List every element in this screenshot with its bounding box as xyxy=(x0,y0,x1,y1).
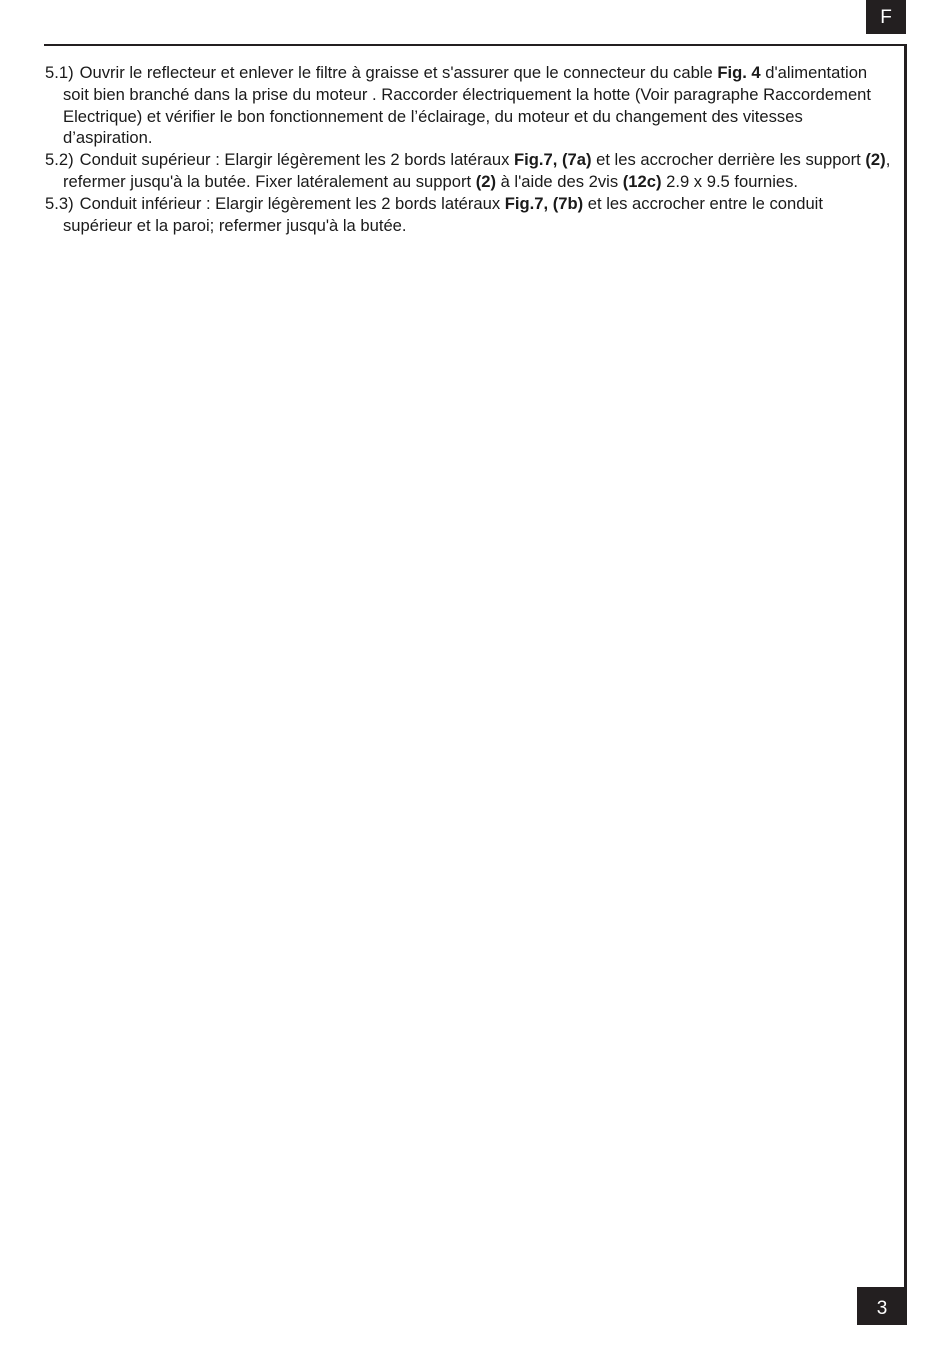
header-rule xyxy=(44,44,907,46)
item-text: Conduit inférieur : Elargir légèrement les 2 bords latéraux xyxy=(79,193,505,213)
item-text: , refermer jusqu'à la butée. Fixer latéralement au support xyxy=(63,150,891,191)
part-reference: (2) xyxy=(475,171,496,191)
instruction-item-5-1 xyxy=(45,62,893,149)
part-reference: (2) xyxy=(865,150,886,170)
figure-reference: Fig.7, (7a) xyxy=(514,150,592,170)
item-text: d'alimentation soit bien branché dans la prise du moteur . Raccorder électriquement la hotte (Voir paragraphe Raccordement Electrique) et vérifier le bon fonctionnement de l’éclairage, du moteur et du changement des vitesses d’aspiration. xyxy=(63,63,872,148)
instruction-item-5-3 xyxy=(45,193,893,237)
right-margin-rule xyxy=(904,44,907,1288)
item-text: Ouvrir le reflecteur et enlever le filtre à graisse et s'assurer que le connecteur du cable xyxy=(79,63,718,82)
item-number: 5.1) xyxy=(45,63,74,82)
instructions-body xyxy=(45,62,893,236)
figure-reference: Fig. 4 xyxy=(717,63,761,82)
part-reference: (12c) xyxy=(622,171,662,191)
instruction-item-5-2 xyxy=(45,149,893,193)
page-number: 3 xyxy=(857,1287,907,1325)
item-text: à l'aide des 2vis xyxy=(495,171,623,191)
item-number: 5.2) xyxy=(45,150,74,170)
figure-reference: Fig.7, (7b) xyxy=(504,193,584,213)
item-text: Conduit supérieur : Elargir légèrement les 2 bords latéraux xyxy=(79,150,515,170)
language-tab: F xyxy=(866,0,906,34)
item-text: 2.9 x 9.5 fournies. xyxy=(661,171,799,191)
item-number: 5.3) xyxy=(45,193,74,213)
item-text: et les accrocher entre le conduit supérieur et la paroi; refermer jusqu'à la butée. xyxy=(63,193,823,235)
item-text: et les accrocher derrière les support xyxy=(591,150,866,170)
